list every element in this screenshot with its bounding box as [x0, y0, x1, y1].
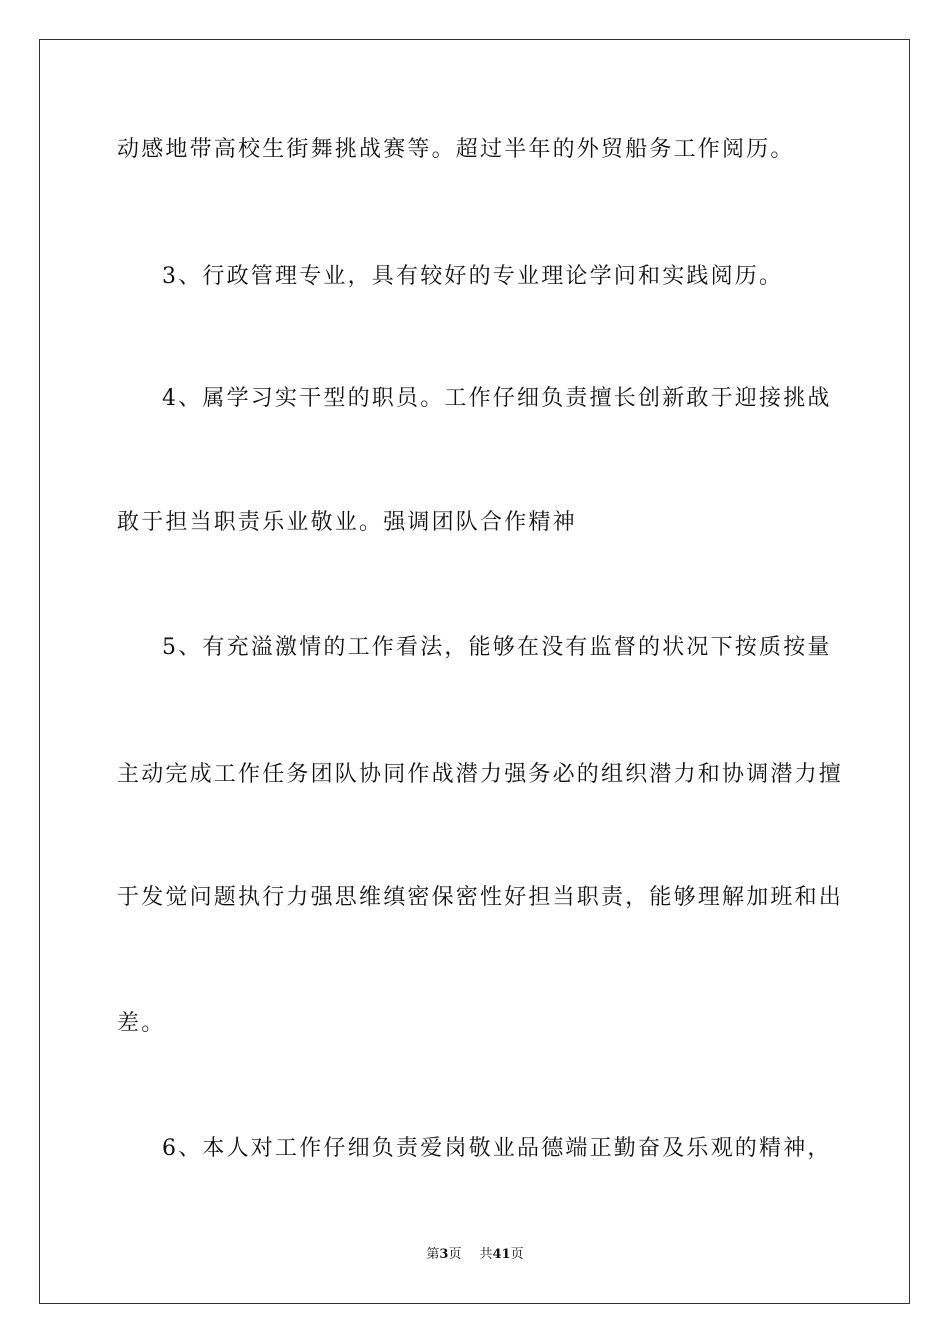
- body-text-line-7: 于发觉问题执行力强思维缜密保密性好担当职责，能够理解加班和出: [117, 885, 844, 910]
- total-suffix: 页: [510, 1247, 524, 1262]
- body-text-line-5: 5、有充溢激情的工作看法，能够在没有监督的状况下按质按量: [162, 635, 832, 660]
- page-number: 3: [439, 1247, 449, 1262]
- body-text-line-8: 差。: [117, 1011, 166, 1036]
- page-footer: [0, 1246, 950, 1264]
- body-text-line-3: 4、属学习实干型的职员。工作仔细负责擅长创新敢于迎接挑战: [162, 386, 832, 411]
- page-prefix: 第: [426, 1247, 440, 1262]
- page-border: [39, 39, 910, 1304]
- total-prefix: 共: [479, 1247, 493, 1262]
- body-text-line-9: 6、本人对工作仔细负责爱岗敬业品德端正勤奋及乐观的精神，: [162, 1136, 832, 1161]
- page-suffix: 页: [448, 1247, 462, 1262]
- total-pages: 41: [492, 1247, 511, 1262]
- body-text-line-6: 主动完成工作任务团队协同作战潜力强务必的组织潜力和协调潜力擅: [117, 762, 844, 787]
- body-text-line-1: 动感地带高校生街舞挑战赛等。超过半年的外贸船务工作阅历。: [117, 137, 795, 162]
- body-text-line-2: 3、行政管理专业，具有较好的专业理论学问和实践阅历。: [162, 264, 784, 289]
- body-text-line-4: 敢于担当职责乐业敬业。强调团队合作精神: [117, 510, 577, 535]
